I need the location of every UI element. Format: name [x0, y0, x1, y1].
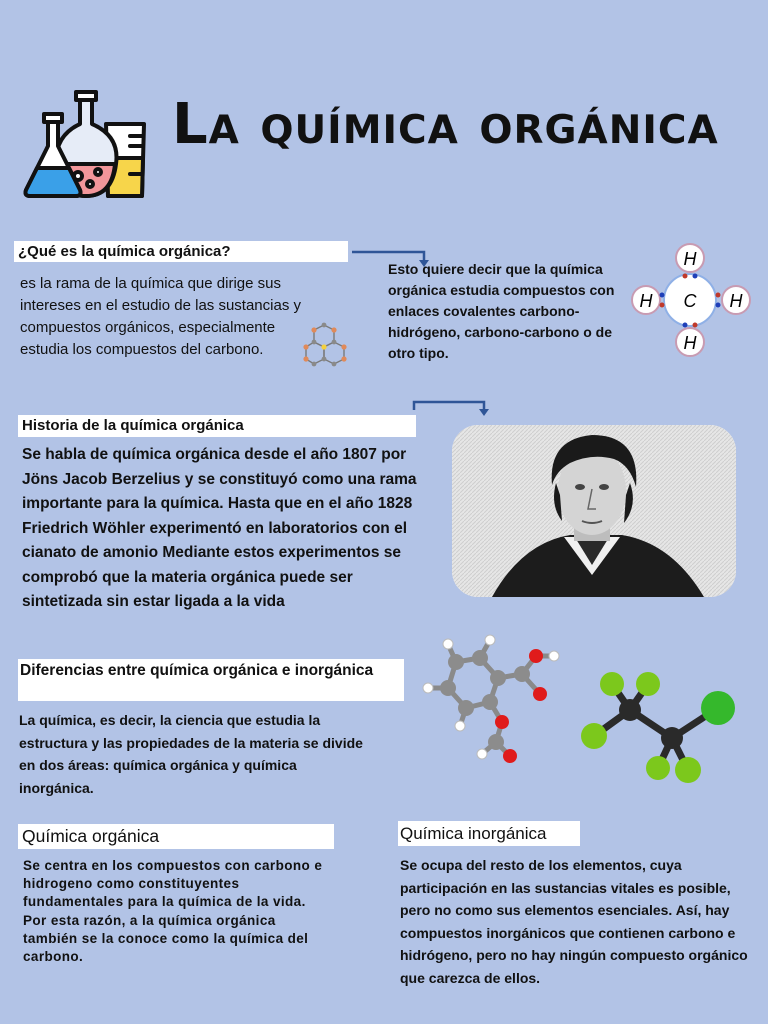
section-what-body: es la rama de la química que dirige sus intereses en el estudio de las sustancias y compuestos orgánicos, especialmente estudia los compuestos del carbono.: [20, 275, 301, 358]
methane-h-bottom: H: [683, 333, 697, 353]
portrait-illustration: [452, 425, 736, 597]
section-history-body: Se habla de química orgánica desde el año 1807 por Jöns Jacob Berzelius y se constituyó como una rama importante para la química. Hasta que en el año 1828 Friedrich Wöhler experimentó en laboratorios con el cianato de amonio Mediante estos experimentos se comprobó que la materia orgánica puede ser sintetizada sin estar ligada a la vida: [22, 446, 417, 610]
halogenated-ethane-molecule-image: [574, 664, 744, 788]
hexagon-molecule-icon: [302, 322, 352, 368]
page-title: La química orgánica: [172, 92, 719, 157]
inorganic-heading: [398, 821, 580, 846]
portrait-image: [452, 425, 736, 597]
organic-heading-text: Química orgánica: [22, 826, 160, 846]
section-history-heading: [18, 415, 416, 437]
section-what-heading-text: ¿Qué es la química orgánica?: [18, 243, 231, 260]
methane-h-left: H: [639, 291, 653, 311]
lab-flask-icon: [20, 88, 150, 200]
methane-h-right: H: [729, 291, 743, 311]
section-history-heading-text: Historia de la química orgánica: [22, 417, 244, 434]
methane-diagram: [626, 242, 754, 358]
organic-heading: [18, 824, 334, 849]
organic-body: Se centra en los compuestos con carbono e hidrogeno como constituyentes fundamentales para la química de la vida. Por esta razón, a la química orgánica también se la conoce como la química del carbono.: [23, 858, 323, 965]
side-note-body: Esto quiere decir que la química orgánica estudia compuestos con enlaces covalentes carbono-hidrógeno, carbono-carbono o de otro tipo.: [388, 261, 615, 361]
inorganic-heading-text: Química inorgánica: [400, 824, 547, 843]
section-what-heading: [14, 241, 348, 262]
methane-carbon: C: [683, 291, 697, 311]
section-diff-heading-text: Diferencias entre química orgánica e inorgánica: [20, 662, 374, 679]
section-diff-body: La química, es decir, la ciencia que estudia la estructura y las propiedades de la materia se divide en dos áreas: química orgánica y química inorgánica.: [19, 712, 363, 796]
connector-arrow: [410, 398, 492, 418]
inorganic-body: Se ocupa del resto de los elementos, cuya participación en las sustancias vitales es posible, pero no como sus elementos esenciales. Así, hay compuestos inorgánicos que contienen carbono e hidrógeno, pero no hay ningún compuesto orgánico que carezca de ellos.: [400, 857, 748, 986]
section-diff-heading: [18, 659, 404, 701]
aspirin-molecule-image: [418, 630, 564, 770]
methane-h-top: H: [683, 249, 697, 269]
